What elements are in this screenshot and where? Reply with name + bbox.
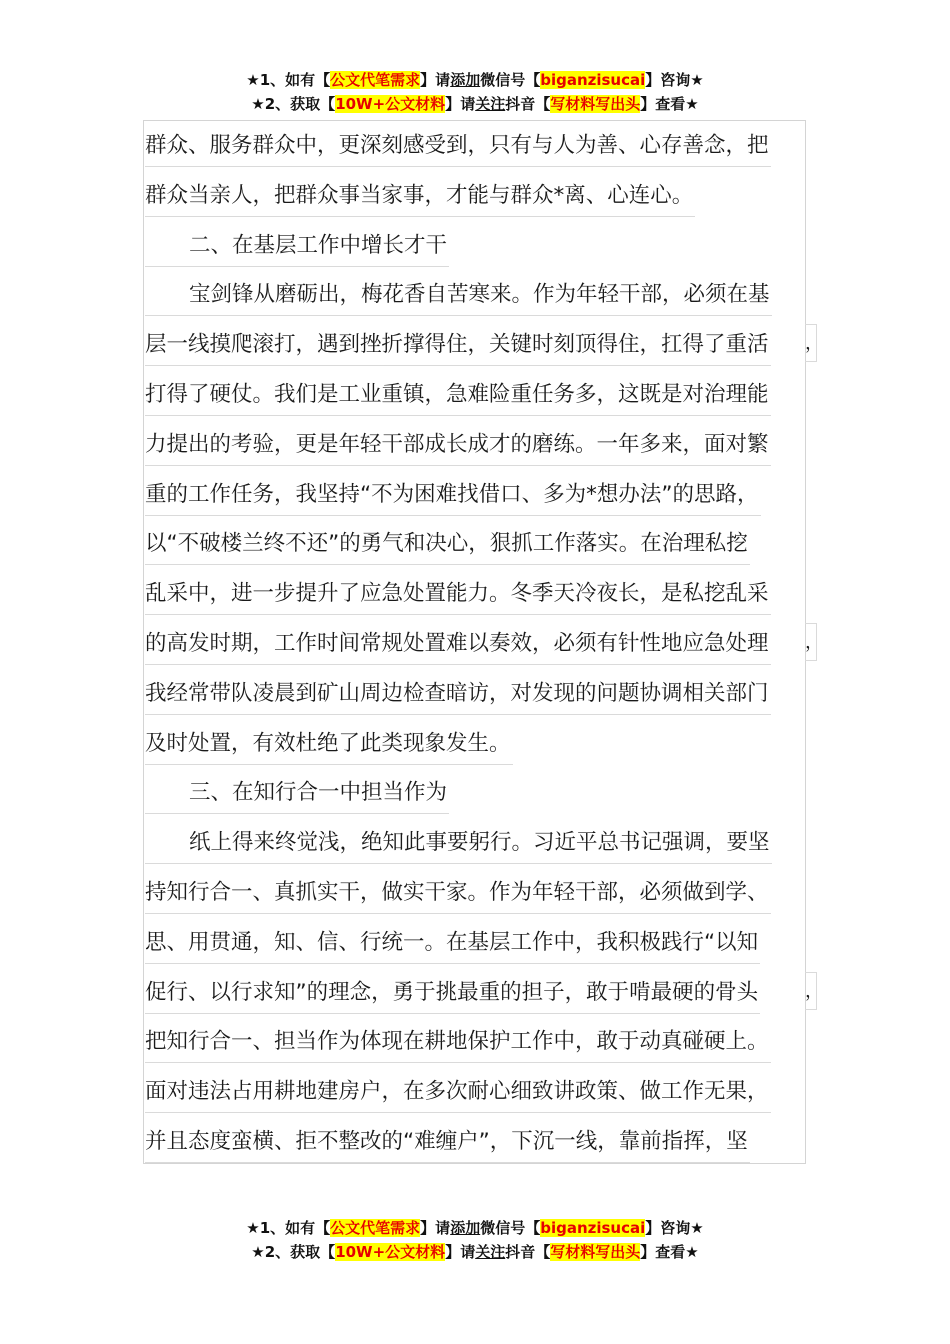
banner-text: ★2、获取【 [251,95,336,113]
banner-highlight: biganzisucai [540,71,646,89]
banner-text: ★1、如有【 [246,71,331,89]
document-body [145,121,823,1167]
text-line [145,669,805,719]
text-line [145,719,805,769]
text-line-content: 宝剑锋从磨砺出，梅花香自苦寒来。作为年轻干部，必须在基 [145,275,772,316]
overflow-punctuation: ， [805,324,817,362]
text-line [145,320,823,370]
banner-underlined: 添加 [450,71,481,89]
text-line [145,221,805,271]
text-line [145,519,805,569]
text-line [145,868,805,918]
banner-text: 】查看★ [640,1243,699,1261]
banner-highlight: 写材料写出头 [550,95,641,113]
text-line-content: 重的工作任务，我坚持“不为困难找借口、多为*想办法”的思路， [145,475,761,516]
banner-underlined: 关注 [475,1243,506,1261]
text-line-content: 层一线摸爬滚打，遇到挫折撑得住，关键时刻顶得住，扛得了重活 [145,325,771,366]
banner-text: ★2、获取【 [251,1243,336,1261]
banner-text: 】咨询★ [645,1219,704,1237]
text-line [145,968,823,1018]
text-line [145,420,805,470]
text-line [145,470,805,520]
banner-text: 】请 [445,1243,476,1261]
banner-highlight: biganzisucai [540,1219,646,1237]
text-line-content: 打得了硬仗。我们是工业重镇，急难险重任务多，这既是对治理能 [145,375,771,416]
banner-text: 】请 [445,95,476,113]
text-line-content: 乱采中，进一步提升了应急处置能力。冬季天冷夜长，是私挖乱采 [145,574,771,615]
banner-text: 微信号【 [480,1219,541,1237]
text-line-content: 我经常带队凌晨到矿山周边检查暗访，对发现的问题协调相关部门 [145,674,771,715]
banner-text: 】查看★ [640,95,699,113]
banner-highlight: 10W+公文材料 [335,1243,446,1261]
text-line [145,768,805,818]
banner-highlight: 公文代笔需求 [330,71,421,89]
banner-underlined: 添加 [450,1219,481,1237]
footer-banner [0,1216,950,1264]
text-line-content: 群众当亲人，把群众事当家事，才能与群众*离、心连心。 [145,176,695,217]
banner-highlight: 10W+公文材料 [335,95,446,113]
banner-text: 】咨询★ [645,71,704,89]
text-line-content: 并且态度蛮横、拒不整改的“难缠户”，下沉一线，靠前指挥，坚 [145,1122,750,1163]
banner-line-2 [0,1240,950,1264]
text-line-content: 群众、服务群众中，更深刻感受到，只有与人为善、心存善念，把 [145,126,771,167]
text-line-content: 促行、以行求知”的理念，勇于挑最重的担子，敢于啃最硬的骨头 [145,973,760,1014]
text-line [145,619,823,669]
text-line-content: 持知行合一、真抓实干，做实干家。作为年轻干部，必须做到学、 [145,873,771,914]
text-line [145,1067,805,1117]
overflow-punctuation: ， [805,623,817,661]
text-line-content: 思、用贯通，知、信、行统一。在基层工作中，我积极践行“以知 [145,923,760,964]
text-line-content: 纸上得来终觉浅，绝知此事要躬行。习近平总书记强调，要坚 [145,823,772,864]
text-line [145,171,805,221]
banner-line-2 [0,92,950,116]
banner-text: 抖音【 [505,95,551,113]
banner-line-1 [0,1216,950,1240]
text-line-content: 面对违法占用耕地建房户，在多次耐心细致讲政策、做工作无果， [145,1072,771,1113]
banner-text: 抖音【 [505,1243,551,1261]
banner-highlight: 公文代笔需求 [330,1219,421,1237]
banner-text: 】请 [420,1219,451,1237]
text-line-content: 的高发时期，工作时间常规处置难以奏效，必须有针性地应急处理 [145,624,771,665]
text-line [145,121,805,171]
text-line [145,370,805,420]
text-line-content: 二、在基层工作中增长才干 [145,226,449,267]
text-line-content: 及时处置，有效杜绝了此类现象发生。 [145,724,513,765]
text-line [145,1017,805,1067]
text-line [145,270,805,320]
banner-text: 】请 [420,71,451,89]
text-line [145,918,805,968]
text-line [145,818,805,868]
banner-text: 微信号【 [480,71,541,89]
banner-underlined: 关注 [475,95,506,113]
text-line [145,1117,805,1167]
header-banner [0,68,950,116]
text-line-content: 把知行合一、担当作为体现在耕地保护工作中，敢于动真碰硬上。 [145,1022,771,1063]
banner-text: ★1、如有【 [246,1219,331,1237]
banner-highlight: 写材料写出头 [550,1243,641,1261]
text-line-content: 三、在知行合一中担当作为 [145,773,449,814]
text-line [145,569,805,619]
text-line-content: 以“不破楼兰终不还”的勇气和决心，狠抓工作落实。在治理私挖 [145,524,750,565]
text-line-content: 力提出的考验，更是年轻干部成长成才的磨练。一年多来，面对繁 [145,425,771,466]
banner-line-1 [0,68,950,92]
overflow-punctuation: ， [805,972,817,1010]
